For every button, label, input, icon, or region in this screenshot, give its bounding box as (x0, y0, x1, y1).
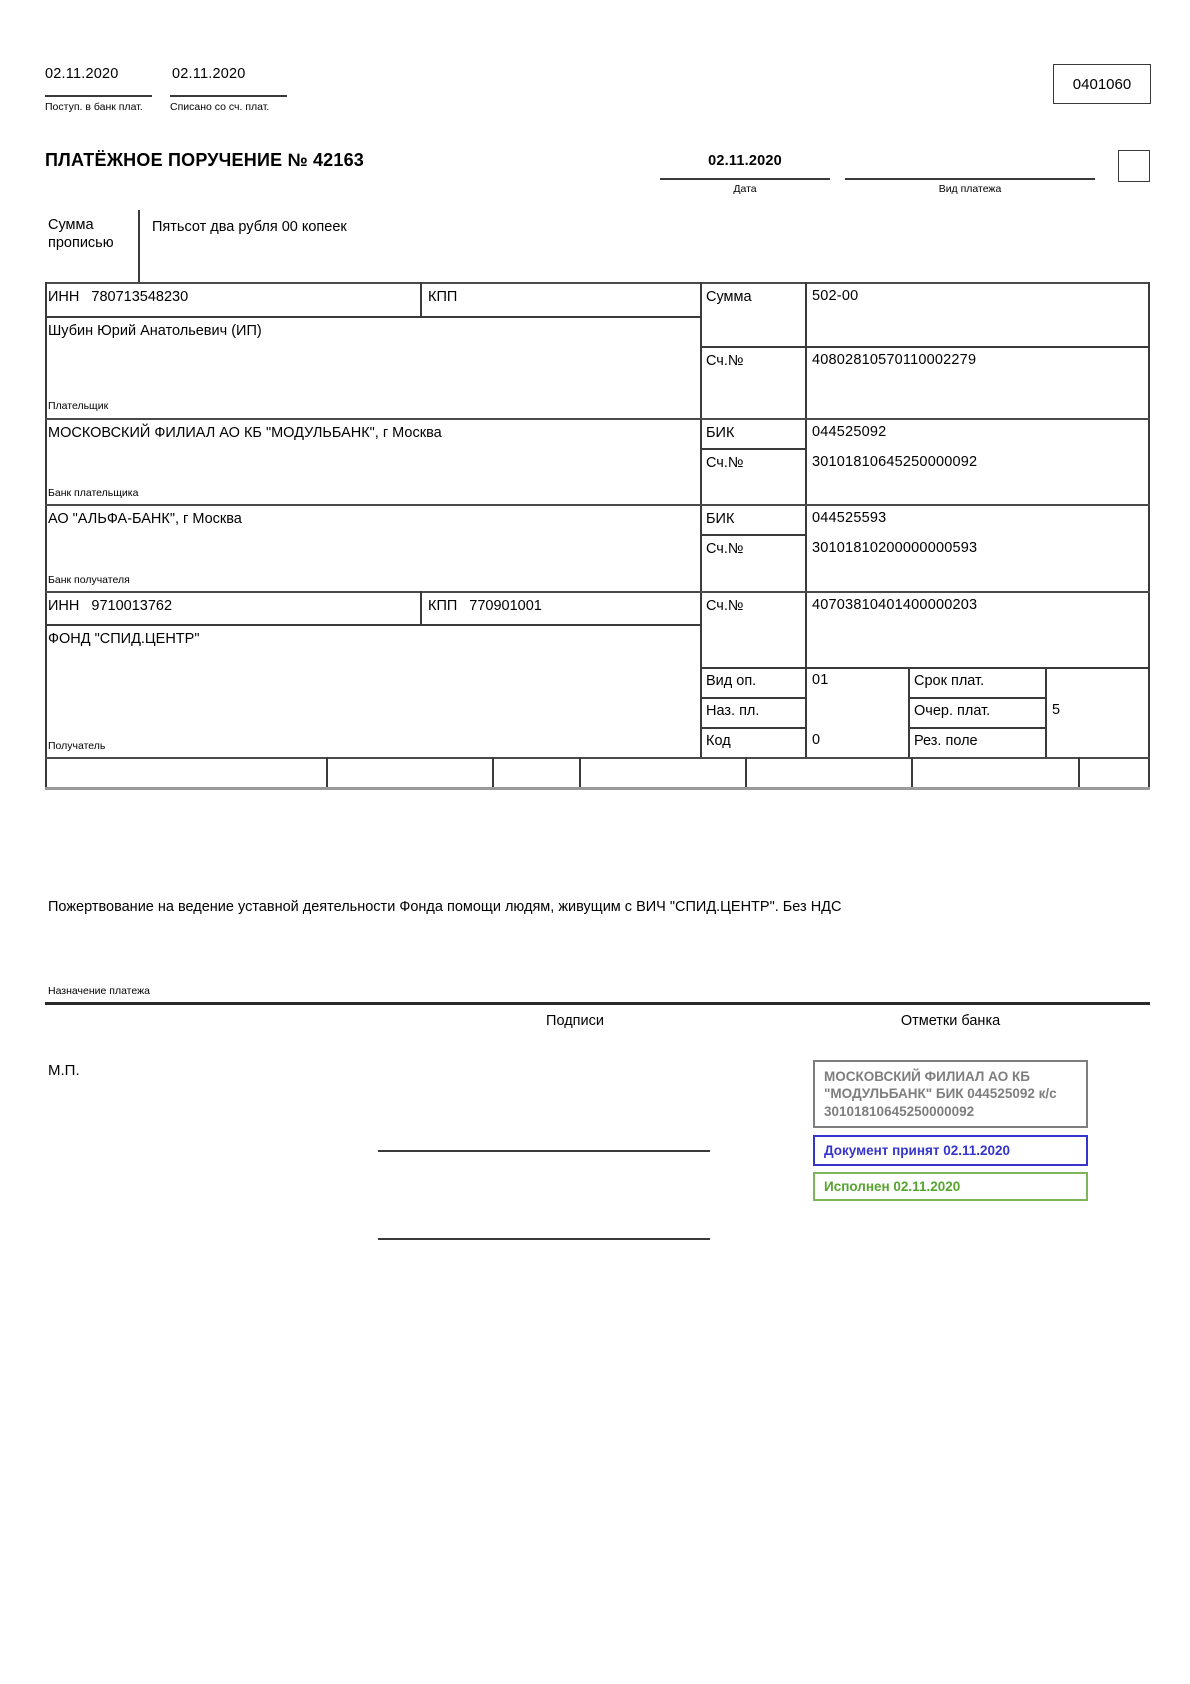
beneficiary-section-label: Получатель (48, 740, 106, 752)
tax-field-divider (579, 757, 581, 787)
date-debited-label: Списано со сч. плат. (170, 101, 270, 113)
payment-kind-checkbox (1118, 150, 1150, 182)
payer-section-label: Плательщик (48, 400, 109, 412)
payer-bank-account-label: Сч.№ (706, 455, 744, 471)
tax-field-divider (745, 757, 747, 787)
payment-priority-label: Очер. плат. (914, 703, 991, 719)
amount-label: Сумма (706, 289, 752, 305)
signatures-label: Подписи (546, 1013, 604, 1029)
grid-line (45, 757, 1150, 759)
beneficiary-account-value: 40703810401400000203 (812, 597, 978, 613)
payer-inn-value: 780713548230 (91, 289, 189, 305)
grid-line (908, 727, 1045, 729)
grid-line (138, 210, 140, 282)
payer-bank-account-value: 30101810645250000092 (812, 454, 978, 470)
grid-line (45, 591, 1150, 593)
doc-date-underline (660, 178, 830, 180)
grid-line (805, 282, 807, 757)
stamp-executed-box: Исполнен 02.11.2020 (813, 1172, 1088, 1201)
tax-field-divider (911, 757, 913, 787)
signature-line-1 (378, 1150, 710, 1152)
doc-date-label: Дата (733, 183, 757, 195)
payer-bank-section-label: Банк плательщика (48, 487, 139, 499)
bank-marks-label: Отметки банка (900, 1013, 1001, 1029)
payer-bank-bik-label: БИК (706, 425, 735, 441)
form-code-box (1053, 64, 1151, 104)
beneficiary-bank-bik-value: 044525593 (812, 510, 887, 526)
grid-line (908, 697, 1045, 699)
payer-inn-label: ИНН (48, 289, 80, 305)
payment-priority-value: 5 (1052, 702, 1061, 718)
grid-line (700, 346, 1150, 348)
date-received-value: 02.11.2020 (45, 66, 119, 82)
beneficiary-inn (48, 597, 172, 615)
beneficiary-bank-bik-label: БИК (706, 511, 735, 527)
beneficiary-kpp-label: КПП (428, 598, 458, 614)
stamp-accepted-box: Документ принят 02.11.2020 (813, 1135, 1088, 1166)
grid-line (420, 591, 422, 624)
grid-line (45, 282, 1150, 284)
beneficiary-bank-name: АО "АЛЬФА-БАНК", г Москва (48, 511, 242, 527)
tax-field-divider (492, 757, 494, 787)
payer-account-label: Сч.№ (706, 353, 744, 369)
grid-line (700, 534, 805, 536)
grid-line (45, 316, 700, 318)
grid-line (700, 448, 805, 450)
payment-kind-label: Вид платежа (938, 183, 1002, 195)
operation-type-label: Вид оп. (706, 673, 757, 689)
beneficiary-kpp-value: 770901001 (469, 598, 542, 614)
payer-kpp (428, 288, 469, 306)
form-code-value: 0401060 (1072, 75, 1132, 93)
payer-bank-name: МОСКОВСКИЙ ФИЛИАЛ АО КБ "МОДУЛЬБАНК", г Москва (48, 425, 442, 441)
date-debited-value: 02.11.2020 (172, 66, 246, 82)
payment-purpose-code-label: Наз. пл. (706, 703, 760, 719)
purpose-section-label: Назначение платежа (48, 985, 150, 997)
grid-line (45, 418, 1150, 420)
grid-line (700, 697, 805, 699)
payer-kpp-label: КПП (428, 289, 458, 305)
grid-line (45, 282, 47, 787)
grid-line (908, 667, 910, 757)
date-debited-underline (170, 95, 287, 97)
sum-words-value: Пятьсот два рубля 00 копеек (152, 219, 347, 235)
payment-term-label: Срок плат. (914, 673, 985, 689)
grid-line (700, 667, 1150, 669)
grid-line (45, 624, 700, 626)
tax-field-divider (326, 757, 328, 787)
tax-field-divider (1078, 757, 1080, 787)
grid-line (1148, 282, 1150, 787)
beneficiary-inn-label: ИНН (48, 598, 80, 614)
grid-line (700, 282, 702, 757)
beneficiary-bank-account-label: Сч.№ (706, 541, 744, 557)
beneficiary-bank-section-label: Банк получателя (48, 574, 130, 586)
payer-inn (48, 288, 188, 306)
beneficiary-name: ФОНД "СПИД.ЦЕНТР" (48, 631, 200, 647)
code-value: 0 (812, 732, 821, 748)
purpose-text: Пожертвование на ведение уставной деятельности Фонда помощи людям, живущим с ВИЧ "СПИД.ЦЕНТР". Без НДС (48, 899, 842, 915)
date-received-underline (45, 95, 152, 97)
table-bottom-line (45, 787, 1150, 790)
signature-line-2 (378, 1238, 710, 1240)
reserve-field-label: Рез. поле (914, 733, 978, 749)
grid-line (1045, 667, 1047, 757)
payment-kind-underline (845, 178, 1095, 180)
page-title: ПЛАТЁЖНОЕ ПОРУЧЕНИЕ № 42163 (45, 150, 365, 170)
grid-line (700, 727, 805, 729)
beneficiary-inn-value: 9710013762 (91, 598, 173, 614)
payer-name: Шубин Юрий Анатольевич (ИП) (48, 323, 262, 339)
payer-account-value: 40802810570110002279 (812, 352, 977, 368)
beneficiary-bank-account-value: 30101810200000000593 (812, 540, 978, 556)
doc-date-value: 02.11.2020 (708, 153, 782, 169)
stamp-place-label: М.П. (48, 1062, 80, 1079)
bank-stamp-box: МОСКОВСКИЙ ФИЛИАЛ АО КБ "МОДУЛЬБАНК" БИК 044525092 к/с 30101810645250000092 (813, 1060, 1088, 1128)
operation-type-value: 01 (812, 672, 829, 688)
purpose-underline (45, 1002, 1150, 1005)
payer-bank-bik-value: 044525092 (812, 424, 887, 440)
grid-line (45, 504, 1150, 506)
amount-value: 502-00 (812, 288, 859, 304)
code-label: Код (706, 733, 731, 749)
beneficiary-account-label: Сч.№ (706, 598, 744, 614)
date-received-label: Поступ. в банк плат. (45, 101, 143, 113)
grid-line (420, 282, 422, 316)
sum-words-label: Сумма прописью (48, 217, 114, 252)
beneficiary-kpp (428, 597, 542, 615)
